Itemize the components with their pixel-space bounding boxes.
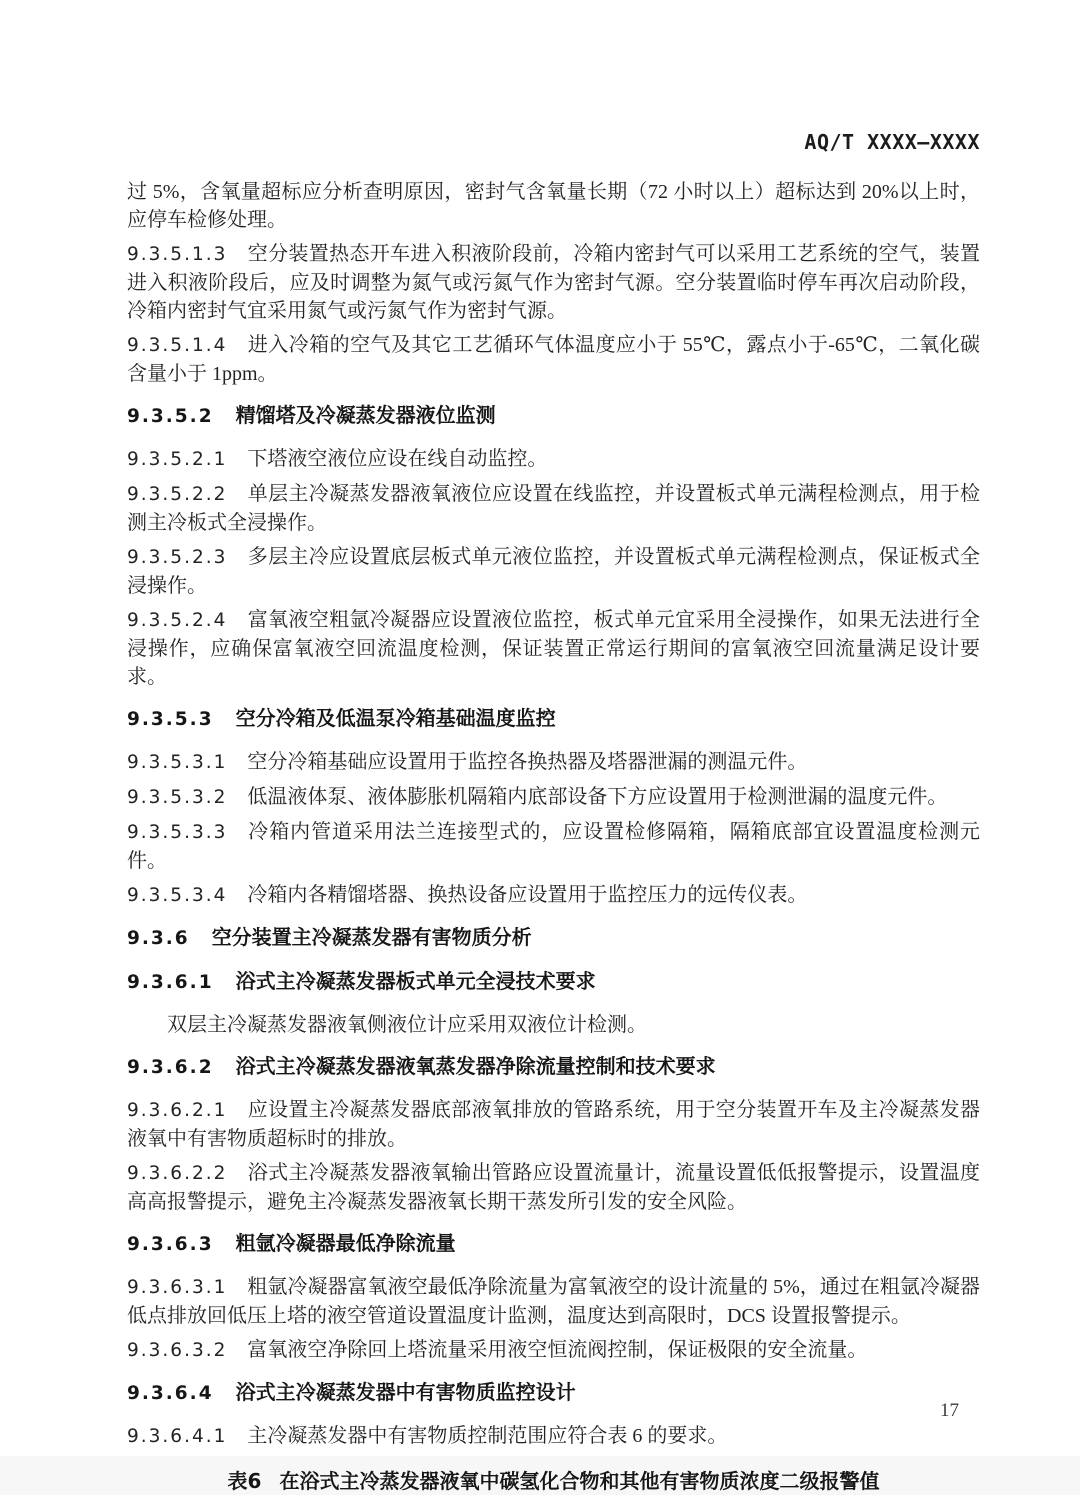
heading-number: 9.3.6.1 [127,972,214,993]
heading-number: 9.3.5.3 [127,709,214,730]
clause-9.3.5.2.1 [127,445,980,474]
clause-number: 9.3.5.2.3 [127,547,228,568]
clause-text: 单层主冷凝蒸发器液氧液位应设置在线监控，并设置板式单元满程检测点，用于检测主冷板式全浸操作。 [127,483,980,534]
clause-text: 主冷凝蒸发器中有害物质控制范围应符合表 6 的要求。 [247,1425,728,1447]
clause-9.3.6.2.1 [127,1096,980,1153]
heading-number: 9.3.6.3 [127,1234,214,1255]
section-heading-9.3.6 [127,923,980,953]
heading-text: 空分装置主冷凝蒸发器有害物质分析 [211,925,532,949]
clause-9.3.6.2.2 [127,1159,980,1216]
clause-text: 富氧液空净除回上塔流量采用液空恒流阀控制，保证极限的安全流量。 [247,1339,868,1361]
clause-9.3.6.3.1 [127,1273,980,1330]
clause-9.3.5.2.2 [127,480,980,537]
heading-number: 9.3.5.2 [127,406,214,427]
table-caption-label: 表6 [227,1469,262,1493]
clause-text: 低温液体泵、液体膨胀机隔箱内底部设备下方应设置用于检测泄漏的温度元件。 [247,786,948,808]
clause-number: 9.3.5.3.3 [127,822,228,843]
clause-number: 9.3.6.3.1 [127,1277,228,1298]
paragraph-text: 双层主冷凝蒸发器液氧侧液位计应采用双液位计检测。 [167,1014,647,1036]
clause-number: 9.3.5.2.2 [127,484,228,505]
page-number: 17 [940,1400,959,1421]
clause-9.3.5.3.4 [127,881,980,910]
clause-9.3.5.3.2 [127,783,980,812]
heading-number: 9.3.6.4 [127,1383,214,1404]
clause-text: 冷箱内各精馏塔器、换热设备应设置用于监控压力的远传仪表。 [247,884,808,906]
clause-number: 9.3.6.2.2 [127,1163,228,1184]
clause-number: 9.3.6.3.2 [127,1340,228,1361]
clause-text: 进入冷箱的空气及其它工艺循环气体温度应小于 55℃，露点小于-65℃，二氧化碳含量小于 1ppm。 [127,334,980,385]
clause-number: 9.3.5.1.3 [127,244,228,265]
clause-9.3.6.4.1 [127,1422,980,1451]
clause-9.3.5.2.3 [127,543,980,600]
heading-text: 浴式主冷凝蒸发器液氧蒸发器净除流量控制和技术要求 [235,1054,716,1078]
table-caption-text: 在浴式主冷蒸发器液氧中碳氢化合物和其他有害物质浓度二级报警值 [279,1469,880,1493]
clause-text: 空分装置热态开车进入积液阶段前，冷箱内密封气可以采用工艺系统的空气，装置进入积液阶段后，应及时调整为氮气或污氮气作为密封气源。空分装置临时停车再次启动阶段，冷箱内密封气宜采用氮气或污氮气作为密封气源。 [127,243,980,322]
heading-text: 浴式主冷凝蒸发器板式单元全浸技术要求 [235,969,596,993]
clause-text: 应设置主冷凝蒸发器底部液氧排放的管路系统，用于空分装置开车及主冷凝蒸发器液氧中有害物质超标时的排放。 [127,1099,980,1150]
heading-number: 9.3.6 [127,928,190,949]
paragraph-9.3.6.1-body [127,1011,980,1039]
heading-number: 9.3.6.2 [127,1057,214,1078]
heading-text: 空分冷箱及低温泵冷箱基础温度监控 [235,706,556,730]
clause-9.3.6.3.2 [127,1336,980,1365]
clause-9.3.5.1.3 [127,240,980,325]
clause-number: 9.3.5.3.1 [127,752,228,773]
clause-number: 9.3.5.2.1 [127,449,228,470]
section-heading-9.3.5.3 [127,704,980,734]
paragraph-continuation [127,178,980,234]
clause-number: 9.3.5.2.4 [127,610,228,631]
table-6-caption [127,1467,980,1495]
clause-9.3.5.1.4 [127,331,980,388]
section-heading-9.3.6.2 [127,1052,980,1082]
section-heading-9.3.6.3 [127,1229,980,1259]
clause-text: 浴式主冷凝蒸发器液氧输出管路应设置流量计，流量设置低低报警提示，设置温度高高报警提示，避免主冷凝蒸发器液氧长期干蒸发所引发的安全风险。 [127,1162,980,1213]
clause-number: 9.3.5.3.4 [127,885,228,906]
section-heading-9.3.6.4 [127,1378,980,1408]
document-body [127,172,980,1495]
clause-number: 9.3.6.4.1 [127,1426,228,1447]
page-header-standard-code: AQ/T XXXX—XXXX [804,130,980,154]
clause-text: 下塔液空液位应设在线自动监控。 [247,448,548,470]
clause-text: 空分冷箱基础应设置用于监控各换热器及塔器泄漏的测温元件。 [247,751,808,773]
clause-9.3.5.2.4 [127,606,980,691]
clause-number: 9.3.5.3.2 [127,787,228,808]
heading-text: 精馏塔及冷凝蒸发器液位监测 [235,403,496,427]
heading-text: 浴式主冷凝蒸发器中有害物质监控设计 [235,1380,576,1404]
clause-text: 冷箱内管道采用法兰连接型式的，应设置检修隔箱，隔箱底部宜设置温度检测元件。 [127,821,980,872]
clause-number: 9.3.6.2.1 [127,1100,228,1121]
clause-9.3.5.3.3 [127,818,980,875]
clause-text: 过 5%，含氧量超标应分析查明原因，密封气含氧量长期（72 小时以上）超标达到 20%以上时，应停车检修处理。 [127,181,980,231]
clause-number: 9.3.5.1.4 [127,335,228,356]
section-heading-9.3.6.1 [127,967,980,997]
heading-text: 粗氩冷凝器最低净除流量 [235,1231,456,1255]
clause-9.3.5.3.1 [127,748,980,777]
section-heading-9.3.5.2 [127,401,980,431]
clause-text: 富氧液空粗氩冷凝器应设置液位监控，板式单元宜采用全浸操作，如果无法进行全浸操作，应确保富氧液空回流温度检测，保证装置正常运行期间的富氧液空回流量满足设计要求。 [127,609,980,688]
clause-text: 粗氩冷凝器富氧液空最低净除流量为富氧液空的设计流量的 5%，通过在粗氩冷凝器低点排放回低压上塔的液空管道设置温度计监测，温度达到高限时，DCS 设置报警提示。 [127,1276,980,1327]
clause-text: 多层主冷应设置底层板式单元液位监控，并设置板式单元满程检测点，保证板式全浸操作。 [127,546,980,597]
